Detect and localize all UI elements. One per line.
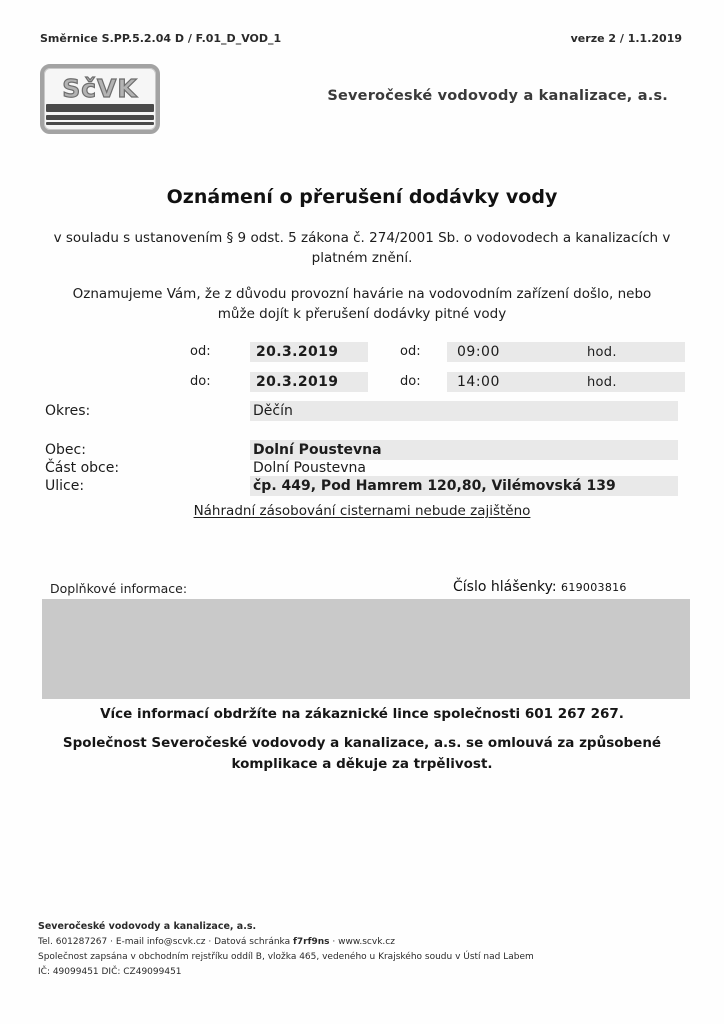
- report-number-value: 619003816: [561, 581, 627, 594]
- company-name: Severočeské vodovody a kanalizace, a.s.: [327, 88, 668, 104]
- ulice-value: čp. 449, Pod Hamrem 120,80, Vilémovská 139: [253, 478, 616, 494]
- date-to-value: 20.3.2019: [256, 374, 339, 390]
- time-to-field: [447, 372, 685, 392]
- scvk-logo: [40, 64, 160, 134]
- obec-field: [250, 440, 678, 460]
- footer-contact: [38, 937, 395, 947]
- additional-info-box: [42, 599, 690, 699]
- additional-info-label: Doplňkové informace:: [50, 581, 188, 596]
- date-from-value: 20.3.2019: [256, 344, 339, 360]
- time-to-label: do:: [400, 374, 421, 389]
- cast-obce-label: Část obce:: [45, 460, 120, 476]
- date-to-label: do:: [190, 374, 211, 389]
- report-number: [453, 579, 627, 595]
- cast-obce-field: [250, 458, 678, 478]
- footer-contact-prefix: Tel. 601287267 · E-mail info@scvk.cz · Datová schránka: [38, 937, 293, 947]
- okres-value: Děčín: [253, 403, 293, 419]
- time-to-value: 14:00: [457, 374, 500, 390]
- footer-registration: Společnost zapsána v obchodním rejstříku oddíl B, vložka 465, vedeného u Krajského soudu v Ústí nad Labem: [38, 952, 534, 962]
- footer-company-ids: IČ: 49099451 DIČ: CZ49099451: [38, 967, 182, 977]
- logo-stripe: [46, 115, 154, 120]
- scvk-logo-stripes: [46, 104, 154, 125]
- logo-stripe: [46, 122, 154, 125]
- time-from-value: 09:00: [457, 344, 500, 360]
- hours-unit-label: hod.: [587, 374, 617, 390]
- footer-company: Severočeské vodovody a kanalizace, a.s.: [38, 921, 257, 932]
- hours-unit-label: hod.: [587, 344, 617, 360]
- page-title: Oznámení o přerušení dodávky vody: [166, 186, 558, 208]
- date-from-label: od:: [190, 344, 211, 359]
- scvk-logo-text: SčVK: [62, 74, 138, 103]
- date-to-field: [250, 372, 368, 392]
- obec-value: Dolní Poustevna: [253, 442, 382, 458]
- time-from-label: od:: [400, 344, 421, 359]
- ulice-label: Ulice:: [45, 478, 85, 494]
- legal-basis-paragraph: v souladu s ustanovením § 9 odst. 5 zákona č. 274/2001 Sb. o vodovodech a kanalizacích v platném znění.: [53, 230, 671, 267]
- logo-stripe: [46, 104, 154, 112]
- okres-field: [250, 401, 678, 421]
- time-from-field: [447, 342, 685, 362]
- version-date: verze 2 / 1.1.2019: [570, 32, 682, 45]
- cast-obce-value: Dolní Poustevna: [253, 460, 366, 476]
- footer-contact-suffix: · www.scvk.cz: [329, 937, 395, 947]
- customer-line-info: Více informací obdržíte na zákaznické lince společnosti 601 267 267.: [100, 706, 624, 722]
- replacement-supply-notice: Náhradní zásobování cisternami nebude zajištěno: [193, 503, 531, 519]
- date-from-field: [250, 342, 368, 362]
- ulice-field: [250, 476, 678, 496]
- obec-label: Obec:: [45, 442, 86, 458]
- apology-line: Společnost Severočeské vodovody a kanalizace, a.s. se omlouvá za způsobené komplikace a děkuje za trpělivost.: [62, 735, 662, 772]
- report-number-label: Číslo hlášenky:: [453, 579, 562, 595]
- footer-databox: f7rf9ns: [292, 937, 330, 947]
- okres-label: Okres:: [45, 403, 91, 419]
- directive-reference: Směrnice S.PP.5.2.04 D / F.01_D_VOD_1: [40, 32, 282, 45]
- announcement-paragraph: Oznamujeme Vám, že z důvodu provozní havárie na vodovodním zařízení došlo, nebo může dojít k přerušení dodávky pitné vody: [72, 286, 652, 323]
